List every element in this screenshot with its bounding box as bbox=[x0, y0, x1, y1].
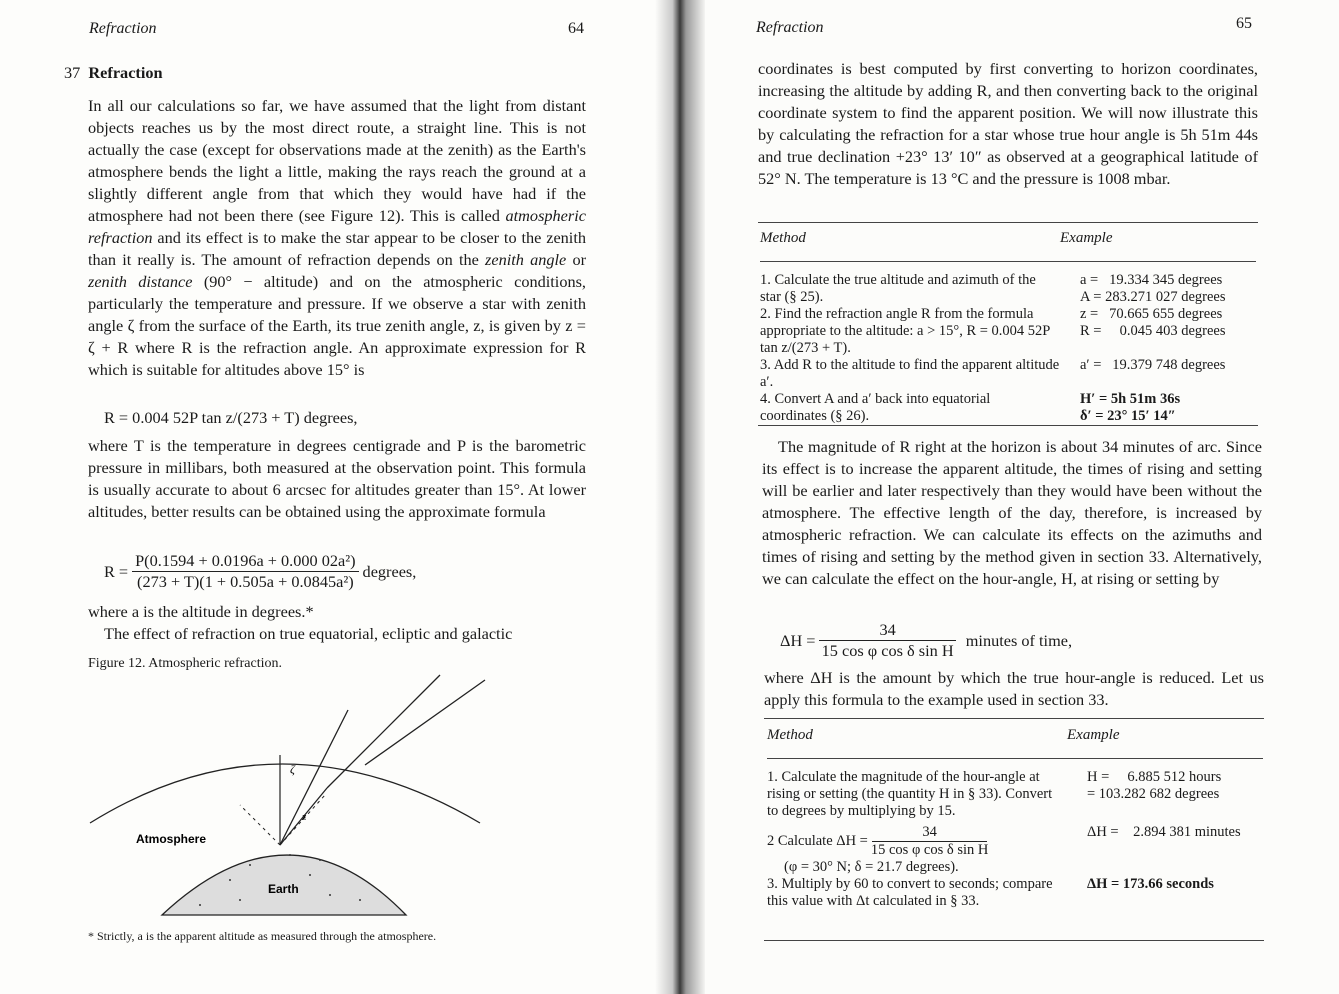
example-value: z = 70.665 655 degrees bbox=[1080, 306, 1223, 322]
table-row bbox=[767, 876, 1263, 910]
table-row bbox=[767, 759, 1263, 821]
method-cell: 1. Calculate the true altitude and azimuth of the star (§ 25). bbox=[760, 272, 1036, 305]
example-value: a = 19.334 345 degrees bbox=[1080, 272, 1223, 288]
paragraph-intro bbox=[88, 95, 586, 381]
method-cell: 1. Calculate the magnitude of the hour-angle at rising or setting (the quantity H in § 33). Convert to degrees by multiplying by 15. bbox=[767, 769, 1053, 819]
method-cell: 3. Add R to the altitude to find the apparent altitude a′. bbox=[760, 357, 1060, 390]
paragraph-coordinates: coordinates is best computed by first converting to horizon coordinates, increasing the altitude by adding R, and then converting back to the original coordinate system to find the apparent position. We will now illustrate this by calculating the refraction for a star whose true hour angle is 5h 51m 44s and true declination +23° 13′ 10″ as observed at a geographical latitude of 52° N. The temperature is 13 °C and the pressure is 1008 mbar. bbox=[758, 59, 1258, 188]
example-value: δ′ = 23° 15′ 14″ bbox=[1080, 408, 1176, 424]
text-segment: In all our calculations so far, we have assumed that the light from distant objects reaches us by the most direct route, a straight line. This is not actually the case (except for observations made at the zenith) as the Earth's atmosphere bends the light a little, making the rays reach the ground at a slightly different angle from that which they would have had if the atmosphere had not been there (see Figure 12). This is called bbox=[88, 96, 586, 225]
example-table-1 bbox=[760, 230, 1256, 425]
label-atmosphere: Atmosphere bbox=[136, 832, 207, 846]
right-page bbox=[672, 0, 1339, 994]
example-cell bbox=[1067, 820, 1263, 876]
example-value: H = 6.885 512 hours bbox=[1087, 769, 1222, 785]
method-cell: 4. Convert A and a′ back into equatorial coordinates (§ 26). bbox=[760, 391, 991, 424]
example-value: H′ = 5h 51m 36s bbox=[1080, 391, 1181, 407]
section-title: Refraction bbox=[88, 63, 163, 82]
running-head: Refraction bbox=[756, 19, 824, 36]
light-ray-2 bbox=[365, 680, 485, 765]
book-gutter bbox=[655, 0, 705, 994]
formula-unit: minutes of time, bbox=[965, 630, 1073, 650]
text-segment: and its effect is to make the star appear to be closer to the zenith than it really is. The amount of refraction depends on the bbox=[88, 228, 586, 269]
example-cell bbox=[1067, 759, 1263, 821]
formula-refraction-low-altitude bbox=[104, 551, 416, 592]
figure-caption: Figure 12. Atmospheric refraction. bbox=[88, 656, 283, 671]
section-heading bbox=[64, 63, 163, 83]
method-cell: 2. Find the refraction angle R from the formula appropriate to the altitude: a > 15°, R = 0.004 52P tan z/(273 + T). bbox=[760, 306, 1050, 356]
paragraph-altitude-note: where a is the altitude in degrees.* bbox=[88, 602, 314, 621]
table-row bbox=[760, 357, 1256, 391]
column-header: Method bbox=[760, 230, 1060, 262]
page-number: 65 bbox=[1236, 15, 1252, 32]
paragraph-apply: where ΔH is the amount by which the true hour-angle is reduced. Let us apply this formula to the example used in section 33. bbox=[764, 668, 1264, 709]
example-value: ΔH = 173.66 seconds bbox=[1087, 876, 1214, 892]
column-header: Method bbox=[767, 727, 1067, 759]
column-header: Example bbox=[1067, 727, 1263, 759]
formula-lhs: ΔH = bbox=[780, 630, 816, 650]
text-segment: or bbox=[566, 250, 587, 269]
formula-lhs: R = bbox=[104, 561, 129, 581]
column-header: Example bbox=[1060, 230, 1256, 262]
fraction-denominator: 15 cos φ cos δ sin H bbox=[870, 842, 989, 858]
example-cell bbox=[1067, 876, 1263, 910]
true-direction bbox=[240, 805, 280, 845]
example-cell bbox=[1060, 262, 1256, 307]
example-value: = 103.282 682 degrees bbox=[1087, 786, 1220, 802]
formula-refraction-simple: R = 0.004 52P tan z/(273 + T) degrees, bbox=[104, 408, 358, 427]
example-value: R = 0.045 403 degrees bbox=[1080, 323, 1226, 339]
text-segment: zenith angle bbox=[485, 250, 567, 269]
section-number: 37 bbox=[64, 63, 81, 82]
table-row bbox=[767, 820, 1263, 876]
fraction-numerator: 34 bbox=[872, 824, 987, 842]
paragraph-horizon: The magnitude of R right at the horizon is about 34 minutes of arc. Since its effect is to increase the apparent altitude, the times of rising and setting will be earlier and later respectively than they would have been without the atmosphere. The effective length of the day, therefore, is increased by atmospheric refraction. We can calculate its effects on the azimuths and times of rising and setting by the method given in section 33. Alternatively, we can calculate the effect on the hour-angle, H, at rising or setting by bbox=[762, 437, 1262, 588]
formula-denominator: (273 + T)(1 + 0.505a + 0.0845a²) bbox=[137, 572, 354, 591]
light-ray bbox=[327, 675, 440, 788]
table-row bbox=[760, 306, 1256, 357]
formula-unit: degrees, bbox=[362, 561, 417, 581]
text-segment: (90° − altitude) and on the atmospheric conditions, particularly the temperature and pressure. If we observe a star with zenith angle ζ from the surface of the Earth, its true zenith angle, z, is given by z = ζ + R where R is the refraction angle. An approximate expression for R which is suitable for altitudes above 15° is bbox=[88, 272, 587, 379]
formula-numerator: 34 bbox=[819, 620, 955, 641]
formula-denominator: 15 cos φ cos δ sin H bbox=[821, 641, 954, 660]
paragraph-effect: The effect of refraction on true equatorial, ecliptic and galactic bbox=[104, 624, 513, 643]
page-number: 64 bbox=[568, 20, 584, 37]
label-earth: Earth bbox=[268, 882, 299, 896]
label-z: z bbox=[302, 811, 307, 823]
formula-numerator: P(0.1594 + 0.0196a + 0.000 02a²) bbox=[132, 551, 358, 572]
label-zeta: ζ bbox=[290, 762, 295, 776]
method-cell bbox=[767, 820, 1067, 876]
text-segment: atmospheric refraction bbox=[88, 206, 586, 247]
running-head: Refraction bbox=[89, 20, 157, 37]
example-value: ΔH = 2.894 381 minutes bbox=[1087, 824, 1241, 840]
method-cell: 3. Multiply by 60 to convert to seconds; compare this value with Δt calculated in § 33. bbox=[767, 876, 1053, 909]
method-suffix: (φ = 30° N; δ = 21.7 degrees). bbox=[784, 859, 959, 875]
example-cell bbox=[1060, 391, 1256, 425]
footnote: * Strictly, a is the apparent altitude as measured through the atmosphere. bbox=[88, 929, 437, 943]
example-table-2 bbox=[767, 727, 1263, 910]
refraction-figure bbox=[80, 665, 510, 920]
atmosphere-boundary bbox=[90, 764, 480, 823]
example-cell bbox=[1060, 306, 1256, 357]
example-value: A = 283.271 027 degrees bbox=[1080, 289, 1226, 305]
text-segment: zenith distance bbox=[88, 272, 193, 291]
paragraph-formula-explanation: where T is the temperature in degrees centigrade and P is the barometric pressure in millibars, both measured at the observation point. This formula is usually accurate to about 6 arcsec for altitudes greater than 15°. At lower altitudes, better results can be obtained using the approximate formula bbox=[88, 436, 586, 521]
example-value: a′ = 19.379 748 degrees bbox=[1080, 357, 1226, 373]
table-row bbox=[760, 391, 1256, 425]
method-prefix: 2 Calculate ΔH = bbox=[767, 833, 868, 849]
table-row bbox=[760, 262, 1256, 307]
example-cell bbox=[1060, 357, 1256, 391]
formula-hour-angle bbox=[780, 620, 1072, 661]
